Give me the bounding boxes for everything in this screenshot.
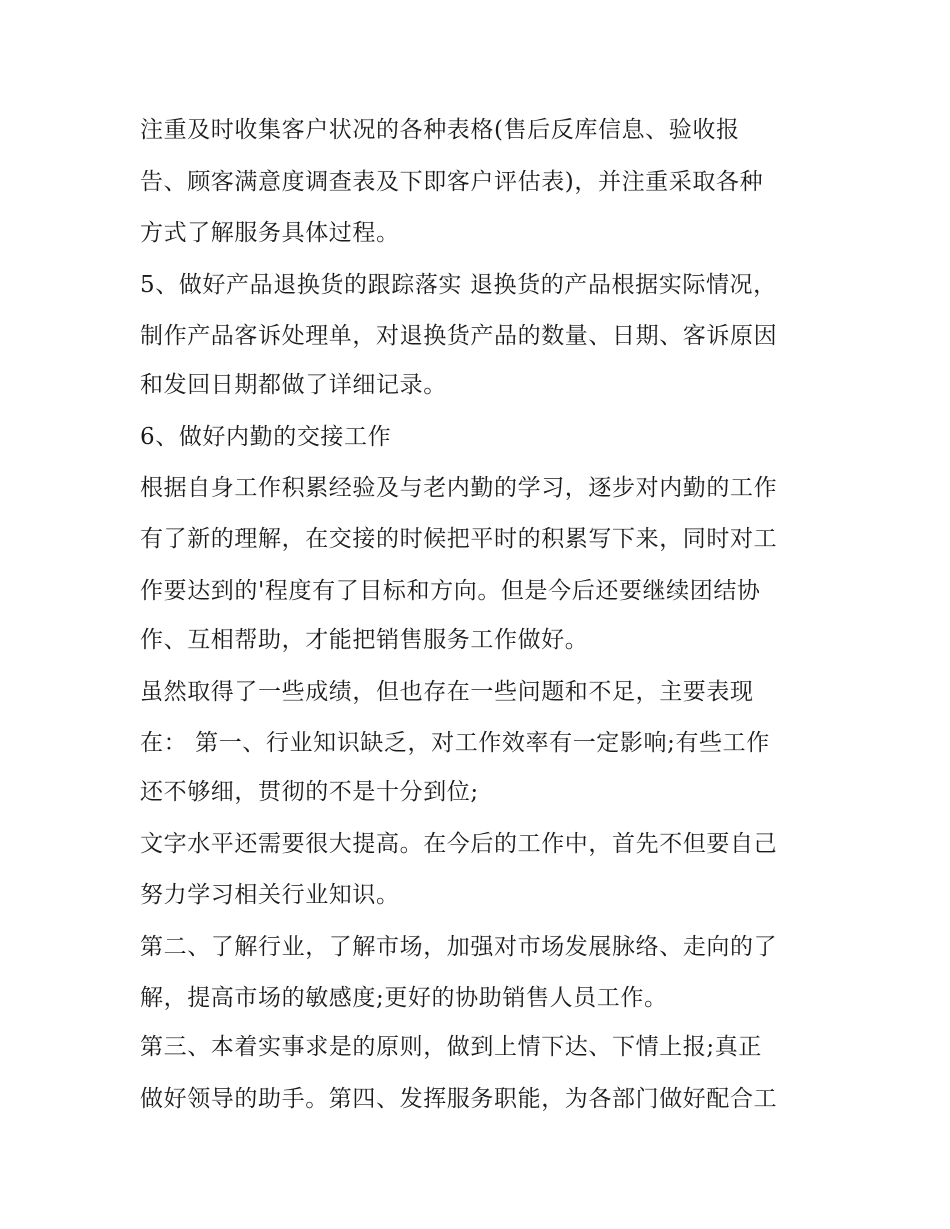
text-line: 第二、了解行业，了解市场，加强对市场发展脉络、走向的了 xyxy=(140,934,778,960)
text-line: 制作产品客诉处理单，对退换货产品的数量、日期、客诉原因 xyxy=(140,323,778,349)
text-line: 虽然取得了一些成绩，但也存在一些问题和不足，主要表现 xyxy=(140,679,754,705)
text-line: 根据自身工作积累经验及与老内勤的学习，逐步对内勤的工作 xyxy=(140,475,778,501)
text-line: 努力学习相关行业知识。 xyxy=(140,882,400,908)
text-line: 作、互相帮助，才能把销售服务工作做好。 xyxy=(140,627,589,653)
text-line: 5、做好产品退换货的跟踪落实 退换货的产品根据实际情况， xyxy=(140,272,777,298)
text-line: 文字水平还需要很大提高。在今后的工作中，首先不但要自己 xyxy=(140,831,778,857)
text-line: 注重及时收集客户状况的各种表格(售后反库信息、验收报 xyxy=(140,117,740,143)
text-line: 告、顾客满意度调查表及下即客户评估表)，并注重采取各种 xyxy=(140,169,764,195)
text-line: 和发回日期都做了详细记录。 xyxy=(140,372,447,398)
text-line: 做好领导的助手。第四、发挥服务职能，为各部门做好配合工 xyxy=(140,1086,778,1112)
text-line: 作要达到的'程度有了目标和方向。但是今后还要继续团结协 xyxy=(140,578,761,604)
text-line: 解，提高市场的敏感度;更好的协助销售人员工作。 xyxy=(140,985,668,1011)
text-line: 还不够细，贯彻的不是十分到位; xyxy=(140,779,479,805)
text-line: 6、做好内勤的交接工作 xyxy=(140,424,392,450)
text-line: 有了新的理解，在交接的时候把平时的积累写下来，同时对工 xyxy=(140,526,778,552)
text-line: 在： 第一、行业知识缺乏，对工作效率有一定影响;有些工作 xyxy=(140,730,770,756)
text-line: 方式了解服务具体过程。 xyxy=(140,220,400,246)
text-line: 第三、本着实事求是的原则，做到上情下达、下情上报;真正 xyxy=(140,1034,762,1060)
